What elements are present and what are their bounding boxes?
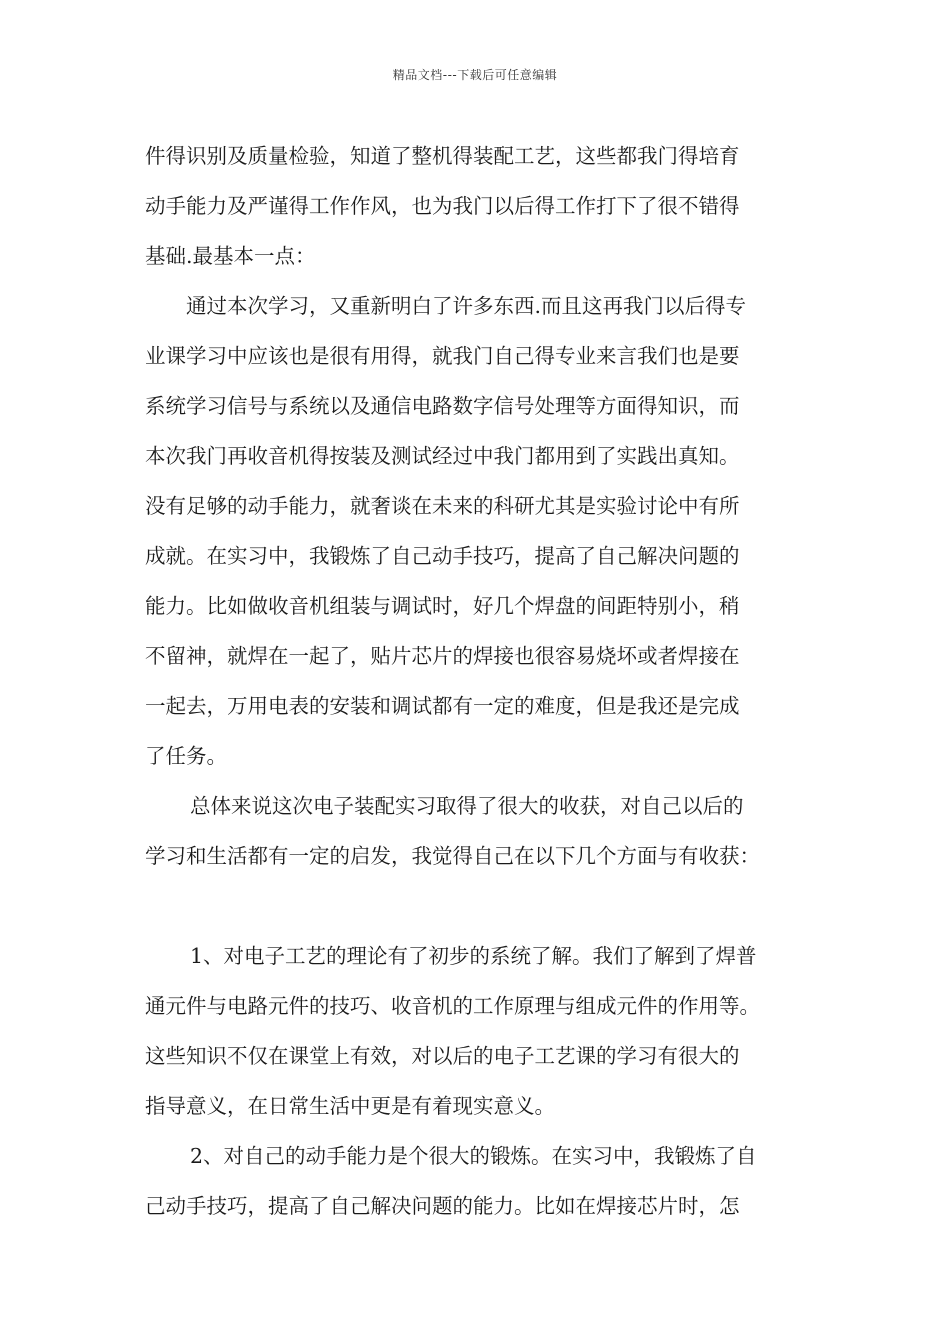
text-line: 通元件与电路元件的技巧、收音机的工作原理与组成元件的作用等。 bbox=[145, 994, 760, 1018]
text-line: 1、对电子工艺的理论有了初步的系统了解。我们了解到了焊普 bbox=[190, 944, 757, 968]
text-line: 这些知识不仅在课堂上有效，对以后的电子工艺课的学习有很大的 bbox=[145, 1044, 740, 1068]
text-line: 不留神，就焊在一起了，贴片芯片的焊接也很容易烧坏或者焊接在 bbox=[145, 644, 740, 668]
text-line: 一起去，万用电表的安装和调试都有一定的难度，但是我还是完成 bbox=[145, 694, 740, 718]
text-line: 成就。在实习中，我锻炼了自己动手技巧，提高了自己解决问题的 bbox=[145, 544, 740, 568]
text-line: 能力。比如做收音机组装与调试时，好几个焊盘的间距特别小，稍 bbox=[145, 594, 740, 618]
text-line: 动手能力及严谨得工作作风，也为我门以后得工作打下了很不错得 bbox=[145, 194, 740, 218]
text-line: 己动手技巧，提高了自己解决问题的能力。比如在焊接芯片时，怎 bbox=[145, 1194, 740, 1218]
blank-line bbox=[145, 881, 825, 931]
text-line: 系统学习信号与系统以及通信电路数字信号处理等方面得知识，而 bbox=[145, 394, 740, 418]
text-line: 没有足够的动手能力，就奢谈在未来的科研尤其是实验讨论中有所 bbox=[145, 494, 740, 518]
text-line: 通过本次学习，又重新明白了许多东西.而且这再我门以后得专 bbox=[186, 294, 747, 318]
text-line: 2、对自己的动手能力是个很大的锻炼。在实习中，我锻炼了自 bbox=[190, 1144, 757, 1168]
text-line: 总体来说这次电子装配实习取得了很大的收获，对自己以后的 bbox=[190, 794, 744, 818]
text-line: 业课学习中应该也是很有用得，就我门自己得专业来言我们也是要 bbox=[145, 344, 740, 368]
text-line: 指导意义，在日常生活中更是有着现实意义。 bbox=[145, 1094, 555, 1118]
text-line: 本次我门再收音机得按装及测试经过中我门都用到了实践出真知。 bbox=[145, 444, 740, 468]
text-line: 学习和生活都有一定的启发，我觉得自己在以下几个方面与有收获： bbox=[145, 844, 760, 868]
page-header: 精品文档---下载后可任意编辑 bbox=[392, 68, 558, 82]
text-line: 件得识别及质量检验，知道了整机得装配工艺，这些都我门得培育 bbox=[145, 144, 740, 168]
text-line: 基础.最基本一点： bbox=[145, 244, 316, 268]
document-body bbox=[145, 131, 825, 1231]
text-line: 了任务。 bbox=[145, 744, 227, 768]
